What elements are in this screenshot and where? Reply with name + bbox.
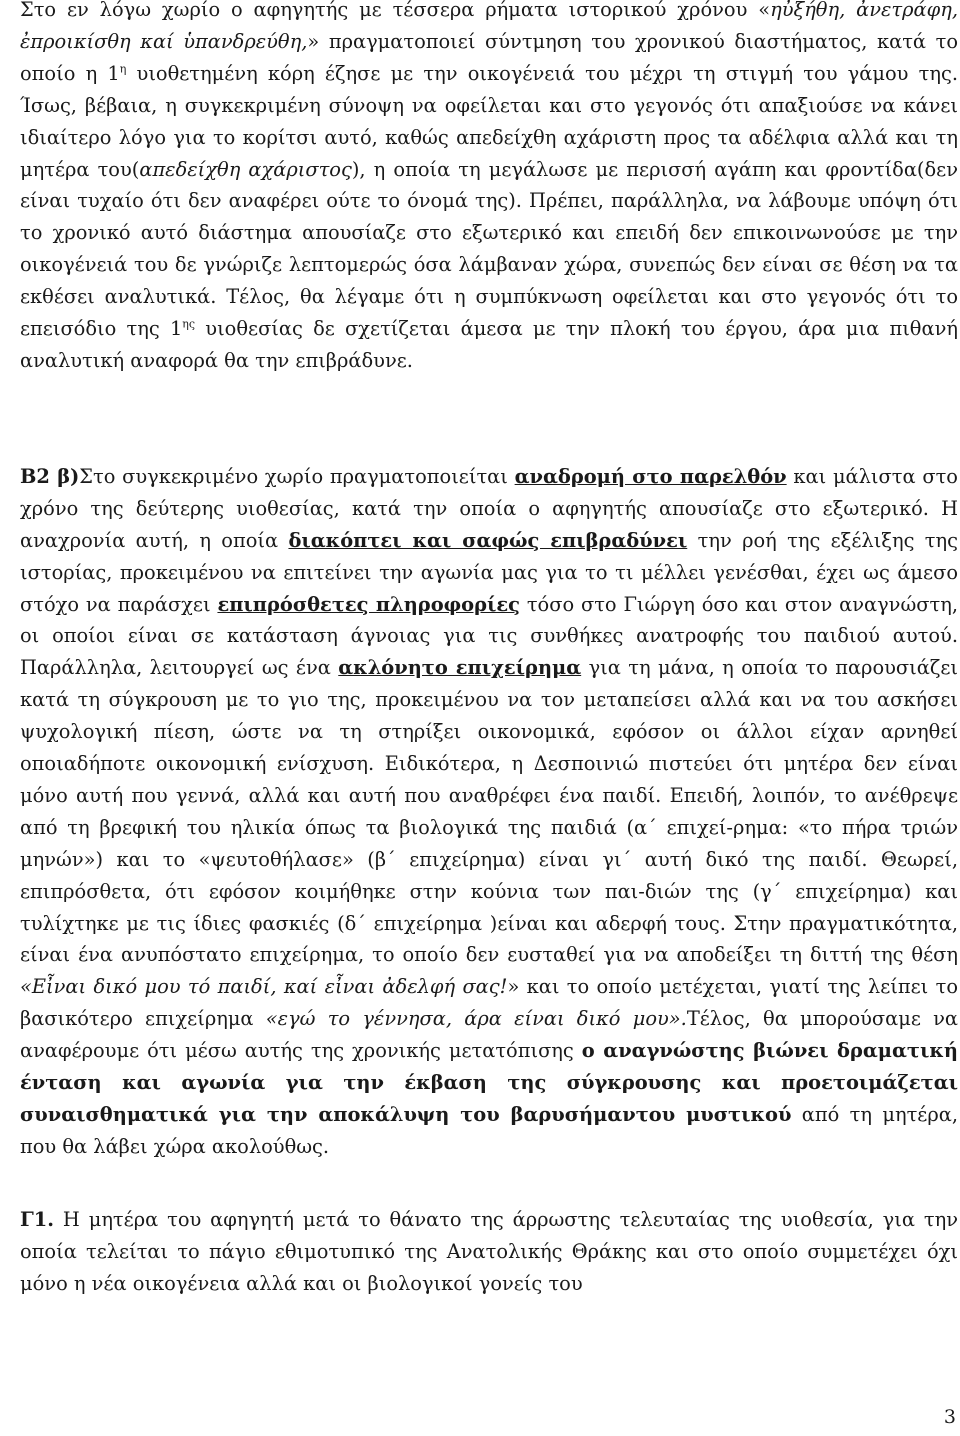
key-term: αναδρομή στο παρελθόν (514, 464, 787, 488)
section-label: Β2 β) (20, 464, 80, 488)
text-span: τόσο στο Γιώργη όσο και στον αναγνώστη, οι οποίοι είναι σε κατάσταση άγνοιας για τις συνθήκες ανατροφής του παιδιού αυτού. Παράλληλα, λειτουργεί ως ένα (20, 592, 959, 680)
quoted-phrase: «εγώ το γέννησα, άρα είναι δικό μου». (265, 1007, 687, 1031)
section-label: Γ1. (20, 1207, 55, 1231)
text-span: » και το οποίο μετέχεται, γιατί της λείπει το βασικότερο επιχείρημα (20, 975, 959, 1031)
text-span: υιοθεσίας δε σχετίζεται άμεσα με την πλοκή του έργου, άρα μια πιθανή αναλυτική αναφορά θα την επιβράδυνε. (20, 317, 958, 372)
text-span: Τέλος, θα μπορούσαμε να αναφέρουμε ότι μέσω αυτής της χρονικής μετατόπισης (20, 1007, 959, 1063)
page-number: 3 (943, 1406, 956, 1428)
text-span: από τη μητέρα, που θα λάβει χώρα ακολούθως. (20, 1103, 958, 1158)
key-term: ακλόνητο επιχείρημα (338, 656, 582, 680)
paragraph-b2-beta (20, 461, 958, 1163)
paragraph-c1 (20, 1204, 958, 1300)
ordinal-superscript: η (119, 62, 127, 76)
ordinal-superscript: ης (182, 317, 196, 331)
text-span: και μάλιστα στο χρόνο της δεύτερης υιοθεσίας, κατά την οποία ο αφηγητής απουσίαζε στο εξωτερικό. Η αναχρονία αυτή, η οποία (20, 464, 958, 552)
key-term: επιπρόσθετες πληροφορίες (217, 592, 520, 616)
text-span: υιοθετημένη κόρη έζησε με την οικογένειά του μέχρι τη στιγμή του γάμου της. Ίσως, βέβαια, η συγκεκριμένη σύνοψη να οφείλεται και στο γεγονός ότι απαξιούσε να κάνει ιδιαίτερο λόγο για το κορίτσι αυτό, καθώς απεδείχθη αχάριστη προς τα αδέλφια αλλά και τη μητέρα του( (20, 61, 958, 181)
text-span: Στο εν λόγω χωρίο ο αφηγητής με τέσσερα ρήματα ιστορικού χρόνου « (20, 0, 771, 21)
text-span: για τη μάνα, η οποία το παρουσιάζει κατά τη σύγκρουση με το γιο της, προκειμένου να τον μεταπείσει αλλά και να του ασκήσει ψυχολογική πίεση, ώστε να τη στηρίξει οικονομικά, εφόσον οι άλλοι είχαν αρνηθεί οποιαδήποτε οικονομική ενίσχυση. Ειδικότερα, η Δεσποινιώ πιστεύει ότι μητέρα δεν είναι μόνο αυτή που γεννά, αλλά και αυτή που αναθρέφει ένα παιδί. Επειδή, λοιπόν, το ανέθρεψε από τη βρεφική του ηλικία όπως τα βιολογικά της παιδιά (α΄ επιχεί-ρημα: «το πήρα τριών μηνών») και το «ψευτοθήλασε» (β΄ επιχείρημα) είναι γι΄ αυτή δικό της παιδί. Θεωρεί, επιπρόσθετα, ότι εφόσον κοιμήθηκε στην κούνια των παι-διών της (γ΄ επιχείρημα) και τυλίχτηκε με τις ίδιες φασκιές (δ΄ επιχείρημα )είναι και αδερφή τους. Στην πραγματικότητα, είναι ένα ανυπόστατο επιχείρημα, το οποίο δεν ευσταθεί για να αποδείξει τη διττή της θέση (20, 656, 959, 967)
key-term: ο αναγνώστης βιώνει δραματική ένταση και αγωνία για την έκβαση της σύγκρουσης και προετοιμάζεται συναισθηματικά για την αποκάλυψη του βαρυσήμαντου μυστικού (20, 1039, 958, 1126)
quoted-phrase: απεδείχθη αχάριστος (139, 157, 352, 181)
text-span: την ροή της εξέλιξης της ιστορίας, προκειμένου να επιτείνει την αγωνία μας για το τι μέλλει γενέσθαι, έχει ως άμεσο στόχο να παράσχει (20, 528, 958, 616)
quoted-phrase: «Εἶναι δικό μου τό παιδί, καί εἶναι ἀδελφή σας! (20, 975, 508, 999)
text-span: Η μητέρα του αφηγητή μετά το θάνατο της άρρωστης τελευταίας της υιοθεσία, για την οποία τελείται το πάγιο εθιμοτυπικό της Ανατολικής Θράκης και στο οποίο συμμετέχει όχι μόνο η νέα οικογένεια αλλά και οι βιολογικοί γονείς του (20, 1207, 958, 1295)
paragraph-b1-summary (20, 0, 958, 377)
quoted-verbs: ηὐξήθη, ἀνετράφη, ἐπροικίσθη καί ὑπανδρεύθη, (20, 0, 958, 53)
text-span: ), η οποία τη μεγάλωσε με περισσή αγάπη και φροντίδα(δεν είναι τυχαίο ότι δεν αναφέρει ούτε το όνομά της). Πρέπει, παράλληλα, να λάβουμε υπόψη ότι το χρονικό αυτό διάστημα απουσίαζε στο εξωτερικό και επειδή δεν επικοινωνούσε με την οικογένειά του δε γνώριζε λεπτομερώς όσα λάμβαναν χώρα, συνεπώς δεν είναι σε θέση να τα εκθέσει αναλυτικά. Τέλος, θα λέγαμε ότι η συμπύκνωση οφείλεται και στο γεγονός ότι το επεισόδιο της 1 (20, 157, 959, 341)
text-span: » πραγματοποιεί σύντμηση του χρονικού διαστήματος, κατά το οποίο η 1 (20, 29, 958, 85)
document-page (20, 0, 958, 1300)
key-term: διακόπτει και σαφώς επιβραδύνει (288, 528, 688, 552)
text-span: Στο συγκεκριμένο χωρίο πραγματοποιείται (79, 464, 515, 488)
